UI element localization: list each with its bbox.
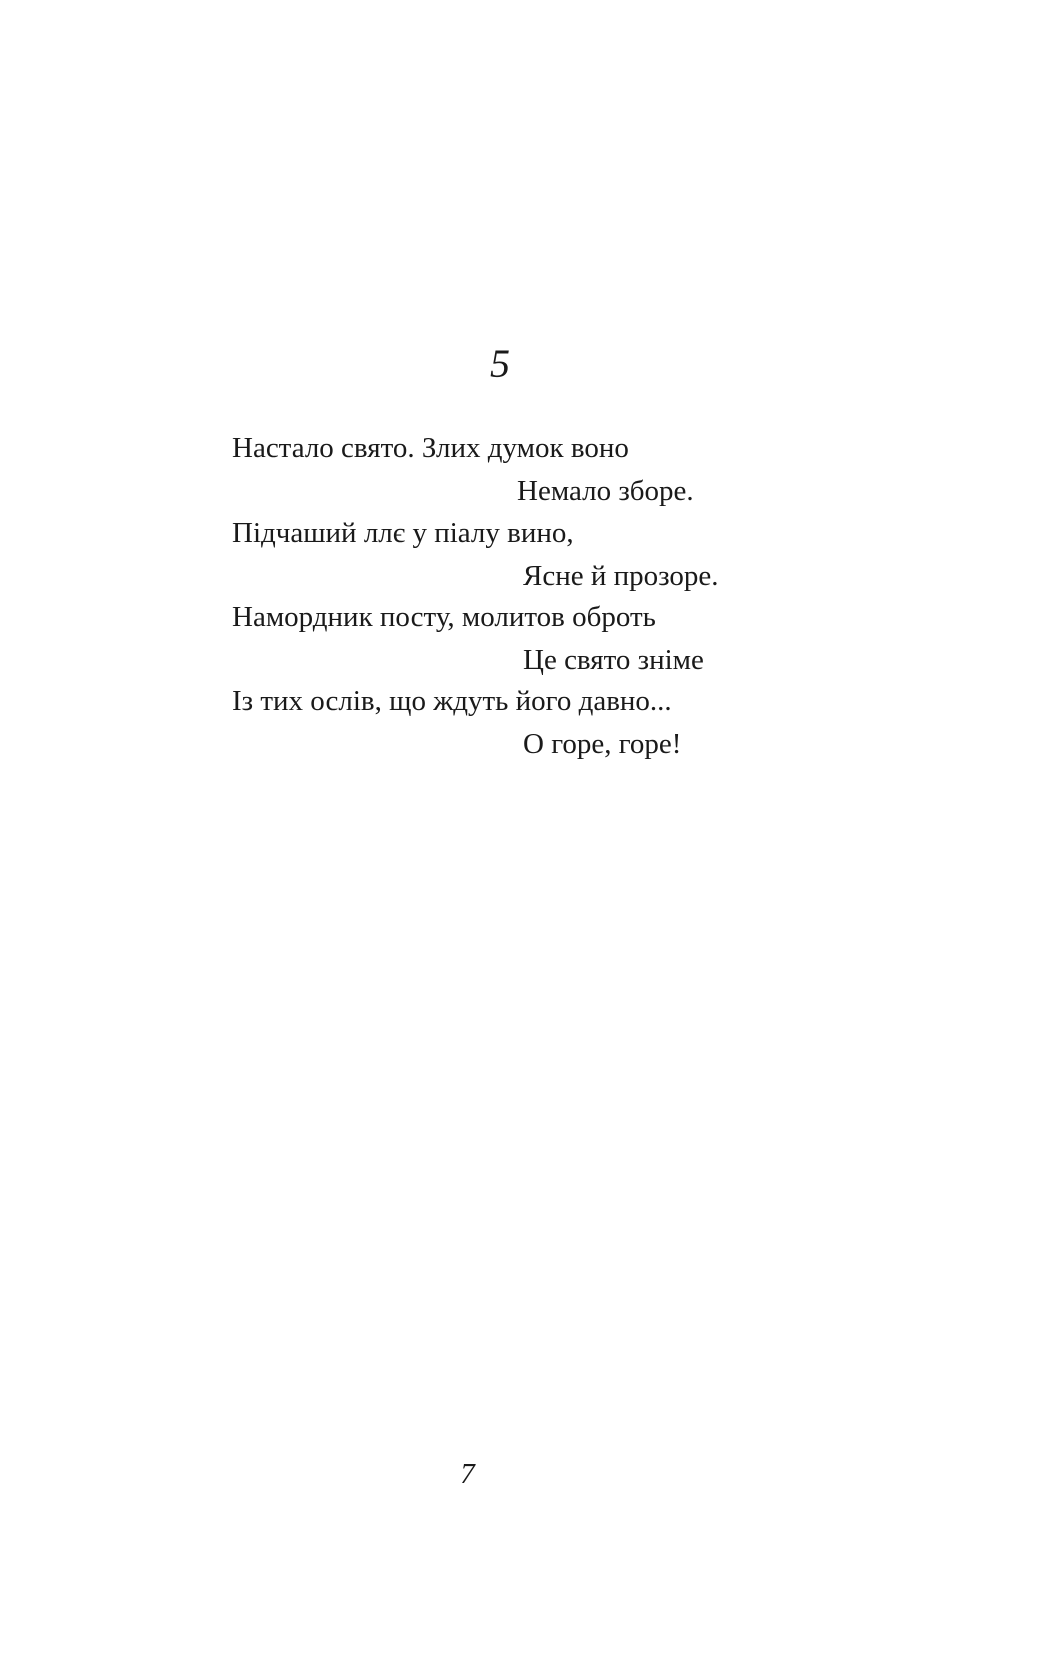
poem-line-6: Це свято зніме <box>523 644 704 676</box>
poem-line-4: Ясне й прозоре. <box>523 560 719 592</box>
poem-line-7: Із тих ослів, що ждуть його давно... <box>232 685 672 717</box>
poem-line-2: Немало зборе. <box>517 475 694 507</box>
poem-line-5: Намордник посту, молитов оброть <box>232 601 656 633</box>
poem-line-3: Підчаший ллє у піалу вино, <box>232 517 574 549</box>
poem-line-1: Настало свято. Злих думок воно <box>232 432 629 464</box>
page-number: 7 <box>460 1458 475 1490</box>
poem-line-8: О горе, горе! <box>523 728 682 760</box>
section-number: 5 <box>490 341 510 386</box>
